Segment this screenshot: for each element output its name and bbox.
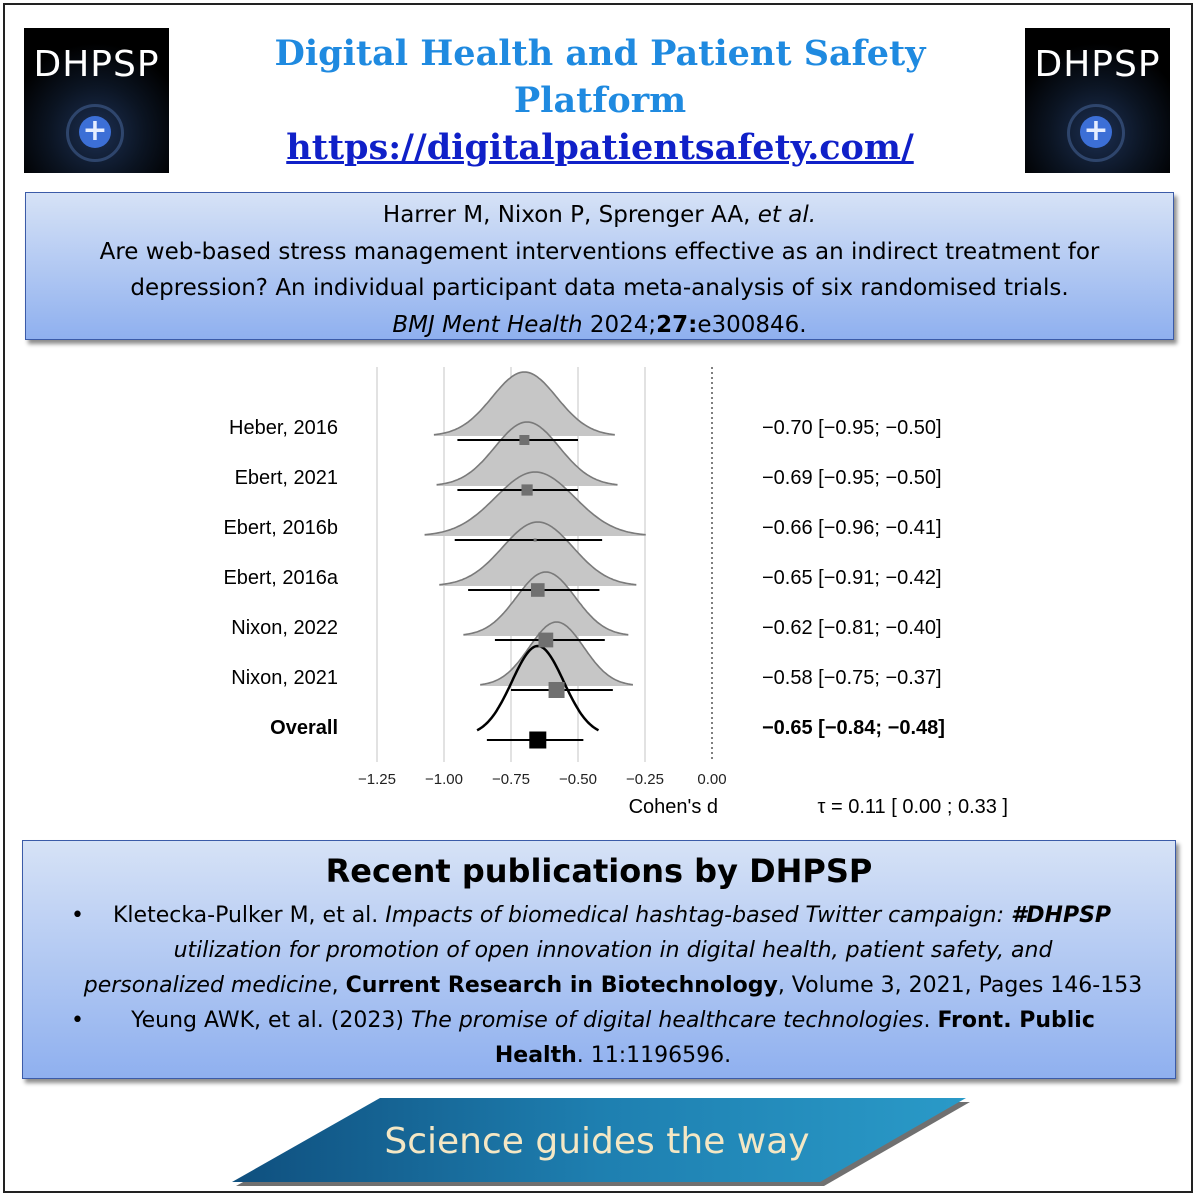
publication-item: • Kletecka-Pulker M, et al. Impacts of biomedical hashtag-based Twitter campaign: #DHPSP utilization for promotion of open innovation in digital health, patient safety, and personalized medicine, Current Research in Biotechnology, Volume 3, 2021, Pages 146-153 [63,898,1163,1003]
effect-size-label: −0.65 [−0.91; −0.42] [762,567,942,589]
medical-cross-icon: + [1080,116,1112,148]
pub1-title-b: utilization for promotion of open innovation in digital health, patient safety, and [173,938,1053,963]
study-label: Overall [270,717,338,739]
pub2-authors: Yeung AWK, et al. (2023) [131,1008,411,1033]
study-label: Ebert, 2016a [223,567,338,589]
x-tick-label: −0.75 [492,771,530,788]
pub2-journal-a: Front. Public [937,1008,1095,1033]
header-title-line2: Platform [513,80,687,121]
banner-text: Science guides the way [384,1121,810,1162]
citation-year: 2024; [589,311,657,338]
header-title-line1: Digital Health and Patient Safety [274,33,926,74]
x-tick-label: −0.25 [626,771,664,788]
citation-journal: BMJ Ment Health [392,311,583,338]
study-label: Nixon, 2022 [231,617,338,639]
pub1-hashtag: #DHPSP [1010,903,1112,928]
citation-authors: Harrer M, Nixon P, Sprenger AA, [382,202,751,228]
effect-size-label: −0.58 [−0.75; −0.37] [762,667,942,689]
pub1-title-a: Impacts of biomedical hashtag-based Twitter campaign: [385,903,1011,928]
citation-article: e300846. [697,311,807,338]
website-link[interactable]: https://digitalpatientsafety.com/ [286,127,914,168]
publication-item: • Yeung AWK, et al. (2023) The promise of digital healthcare technologies. Front. Public Health. 11:1196596. [63,1003,1163,1073]
effect-size-label: −0.62 [−0.81; −0.40] [762,617,942,639]
x-tick-label: 0.00 [697,771,727,788]
bullet-icon: • [71,1008,84,1033]
citation-et-al: et al. [757,202,817,228]
study-label: Heber, 2016 [229,417,338,439]
effect-size-label: −0.69 [−0.95; −0.50] [762,467,942,489]
pub2-details: . 11:1196596. [576,1043,732,1068]
citation-volume: 27: [656,311,698,338]
x-tick-label: −1.00 [425,771,463,788]
pub1-title-c: personalized medicine [83,973,332,998]
pub1-journal: Current Research in Biotechnology [345,973,778,998]
bullet-icon: • [71,903,84,928]
logo-text: DHPSP [33,44,160,85]
x-axis-title: Cohen's d [628,796,718,818]
pub2-journal-b: Health [494,1043,577,1068]
x-tick-label: −0.50 [559,771,597,788]
effect-size-label: −0.66 [−0.96; −0.41] [762,517,942,539]
publications-title: Recent publications by DHPSP [325,852,873,890]
pub1-details: , Volume 3, 2021, Pages 146-153 [777,973,1143,998]
effect-size-label: −0.70 [−0.95; −0.50] [762,417,942,439]
pub1-authors: Kletecka-Pulker M, et al. [113,903,386,928]
study-label: Ebert, 2021 [234,467,338,489]
pub2-title: The promise of digital healthcare technologies [410,1008,924,1033]
study-label: Nixon, 2021 [231,667,338,689]
study-label: Ebert, 2016b [223,517,338,539]
effect-size-label: −0.65 [−0.84; −0.48] [762,717,945,739]
citation-title-line2: depression? An individual participant data meta-analysis of six randomised trials. [130,275,1069,301]
heterogeneity-label: τ = 0.11 [ 0.00 ; 0.33 ] [817,796,1008,818]
logo-text: DHPSP [1034,44,1161,85]
medical-cross-icon: + [79,116,111,148]
x-tick-label: −1.25 [358,771,396,788]
citation-title-line1: Are web-based stress management interventions effective as an indirect treatment for [99,238,1100,265]
